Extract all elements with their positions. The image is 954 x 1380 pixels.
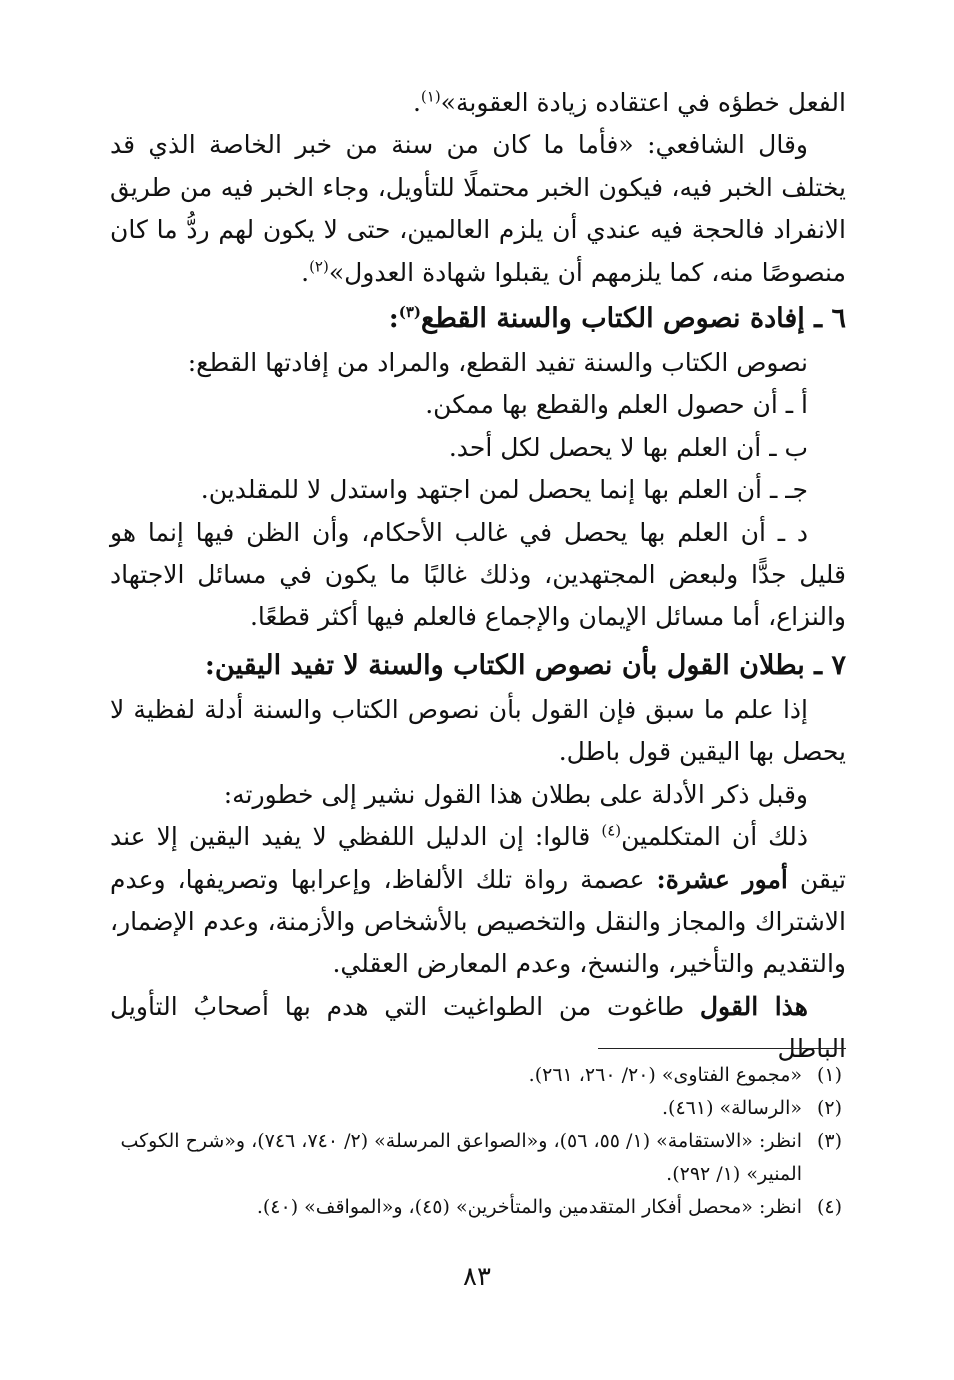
- footnote-text: «مجموع الفتاوى» (٢٠/ ٢٦٠، ٢٦١).: [528, 1064, 802, 1086]
- footnote-text: انظر: «الاستقامة» (١/ ٥٥، ٥٦)، و«الصواعق المرسلة» (٢/ ٧٤٠، ٧٤٦)، و«شرح الكوكب المنير» (١/ ٢٩٢).: [120, 1130, 802, 1185]
- footnote-number: (١): [816, 1064, 842, 1086]
- paragraph-text: الفعل خطؤه في اعتقاده زيادة العقوبة»: [440, 88, 846, 117]
- paragraph-text: ذلك أن المتكلمين: [621, 822, 808, 852]
- paragraph-mutakallimin: [110, 816, 846, 986]
- footnote-3: [110, 1125, 846, 1191]
- footnote-number: (٤): [816, 1196, 842, 1218]
- page-number: ٨٣: [463, 1262, 491, 1292]
- paragraph: وقبل ذكر الأدلة على بطلان هذا القول نشير إلى خطورته:: [223, 779, 808, 809]
- paragraph-text: قالوا: إن الدليل اللفظي لا يفيد اليقين إلا عند تيقن: [110, 822, 846, 894]
- section-heading-6: [110, 296, 846, 342]
- footnote-number: (٣): [816, 1130, 842, 1152]
- main-text: [110, 82, 846, 1071]
- list-item: د ـ أن العلم بها يحصل في غالب الأحكام، وأن الظن فيها إنما هو قليل جدًّا ولبعض المجتهدين، وذلك غالبًا ما يكون في مسائل الاجتهاد والنزاع، أما مسائل الإيمان والإجماع فالعلم فيها أكثر قطعًا.: [110, 517, 846, 632]
- footnote-ref-2[interactable]: (٢): [309, 257, 329, 276]
- bold-term: هذا القول: [699, 991, 808, 1021]
- footnote-ref-4[interactable]: (٤): [601, 821, 622, 840]
- paragraph: إذا علم ما سبق فإن القول بأن نصوص الكتاب والسنة أدلة لفظية لا يحصل بها اليقين قول باطل.: [110, 694, 846, 767]
- punctuation: .: [412, 88, 421, 117]
- paragraph-text: وقال الشافعي: «فأما ما كان من سنة من خبر الخاصة الذي قد يختلف الخبر فيه، فيكون الخبر محتملًا للتأويل، وجاء الخبر فيه من طريق الانفراد فالحجة فيه عندي أن يلزم العالمين، حتى لا يكون لهم ردُّ ما كان منصوصًا منه، كما يلزمهم أن يقبلوا شهادة العدول»: [110, 130, 846, 287]
- list-item: ب ـ أن العلم بها لا يحصل لكل أحد.: [448, 432, 808, 462]
- list-item: أ ـ أن حصول العلم والقطع بها ممكن.: [425, 390, 808, 420]
- footnotes: [110, 1048, 846, 1224]
- heading-text: ٦ ـ إفادة نصوص الكتاب والسنة القطع: [421, 303, 846, 335]
- footnote-1: [110, 1059, 846, 1092]
- paragraph-shafii: [110, 124, 846, 294]
- footnote-text: انظر: «محصل أفكار المتقدمين والمتأخرين» (٤٥)، و«المواقف» (٤٠).: [256, 1196, 802, 1218]
- bold-term: أمور عشرة:: [656, 864, 788, 894]
- footnote-text: «الرسالة» (٤٦١).: [661, 1097, 802, 1119]
- section-6-intro: نصوص الكتاب والسنة تفيد القطع، والمراد من إفادتها القطع:: [187, 348, 808, 378]
- punctuation: .: [301, 257, 310, 287]
- punctuation: :: [388, 303, 399, 335]
- paragraph-text: طاغوت من الطواغيت التي هدم بها أصحابُ التأويل الباطل: [110, 991, 846, 1064]
- footnote-divider: [598, 1048, 846, 1049]
- section-heading-7: ٧ ـ بطلان القول بأن نصوص الكتاب والسنة لا تفيد اليقين:: [204, 649, 846, 681]
- footnote-ref-3[interactable]: (٣): [398, 303, 422, 322]
- footnote-4: [110, 1191, 846, 1224]
- list-item: جـ ـ أن العلم بها إنما يحصل لمن اجتهد واستدل لا للمقلدين.: [200, 475, 808, 505]
- footnote-2: [110, 1092, 846, 1125]
- paragraph-text: عصمة رواة تلك الألفاظ، وإعرابها وتصريفها، وعدم الاشتراك والمجاز والنقل والتخصيص بالأشخاص والأزمنة، وعدم الإضمار، والتقديم والتأخير، والنسخ، وعدم المعارض العقلي.: [110, 864, 846, 979]
- footnote-ref-1[interactable]: (١): [420, 87, 441, 106]
- paragraph-continuation: [110, 82, 846, 124]
- footnote-number: (٢): [816, 1097, 842, 1119]
